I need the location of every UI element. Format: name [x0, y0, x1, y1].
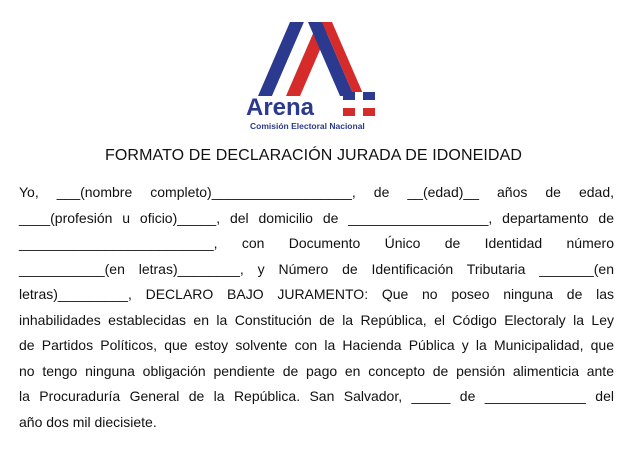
declaration-line: ____(profesión u oficio)_____, del domicilio de __________________, departamento de: [19, 209, 614, 226]
declaration-line: año dos mil diecisiete.: [19, 413, 157, 430]
arena-logo: [238, 8, 388, 134]
declaration-line: la Procuraduría General de la República. San Salvador, _____ de _____________ del: [19, 388, 614, 404]
svg-text:Comisión Electoral Nacional: Comisión Electoral Nacional: [250, 121, 365, 131]
declaration-line: Yo, ___(nombre completo)__________________, de __(edad)__ años de edad,: [19, 184, 614, 200]
svg-text:Arena: Arena: [246, 94, 315, 121]
arena-logo-graphic: [238, 8, 388, 134]
declaration-line: letras)_________, DECLARO BAJO JURAMENTO: Que no poseo ninguna de las: [19, 286, 614, 302]
declaration-line: ___________(en letras)________, y Número de Identificación Tributaria _______(en: [19, 260, 614, 277]
declaration-line: no tengo ninguna obligación pendiente de pago en concepto de pensión alimenticia ante: [19, 362, 614, 379]
declaration-line: inhabilidades establecidas en la Constitución de la República, el Código Electoraly la Ley: [19, 311, 614, 328]
document-title: FORMATO DE DECLARACIÓN JURADA DE IDONEIDAD: [105, 147, 522, 164]
declaration-body: [19, 180, 614, 435]
declaration-line: de Partidos Políticos, que estoy solvente con la Hacienda Pública y la Municipalidad, que: [19, 337, 614, 353]
declaration-line: _________________________, con Documento Único de Identidad número: [19, 235, 614, 251]
